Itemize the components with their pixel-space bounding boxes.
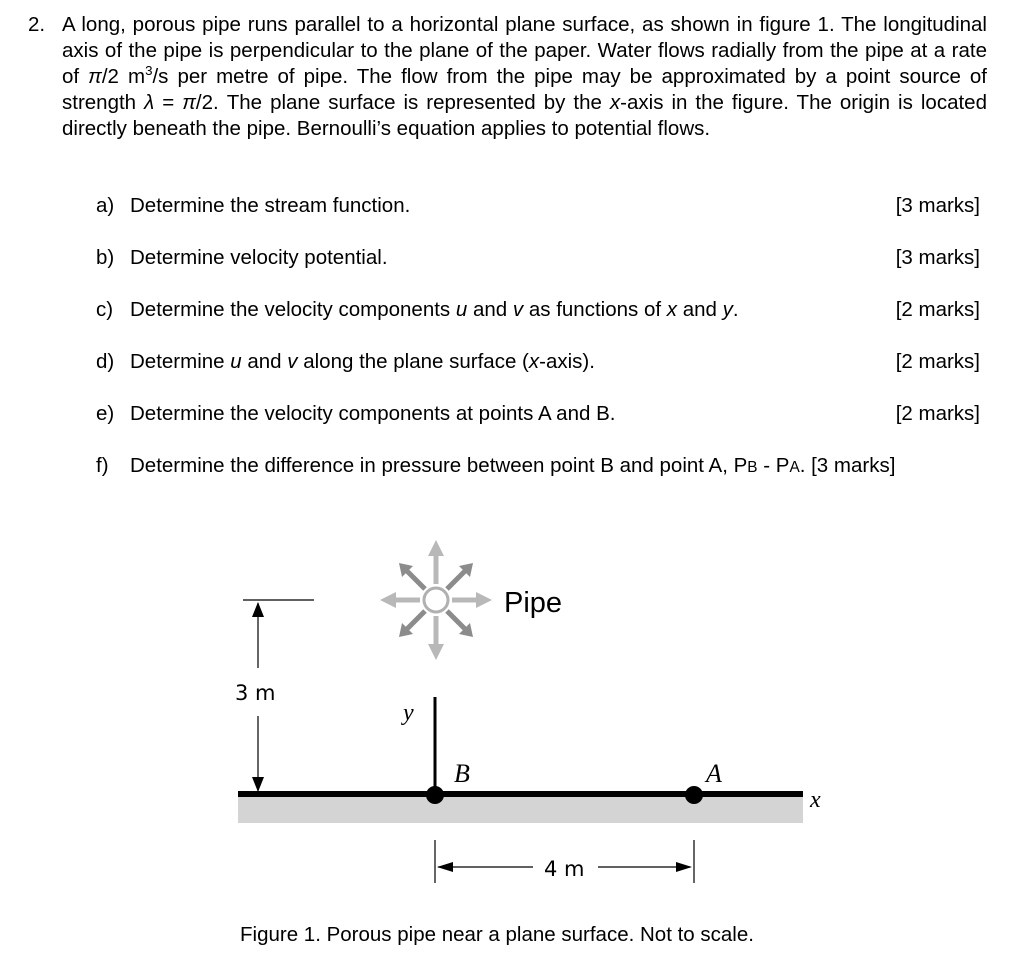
text-segment: x — [609, 91, 621, 114]
part-text — [130, 296, 739, 324]
text-segment: Determine — [130, 350, 231, 373]
question-number: 2. — [28, 13, 46, 36]
part-b — [96, 244, 980, 296]
point-a-marker — [685, 786, 703, 804]
text-segment: Determine the difference in pressure between point B and point A, P — [130, 454, 748, 477]
height-upper-arrowhead — [252, 602, 264, 617]
part-marks: [2 marks] — [895, 402, 980, 425]
part-marks: [3 marks] — [895, 246, 980, 269]
part-text — [130, 452, 895, 482]
text-segment: v — [287, 350, 298, 373]
part-label: b) — [96, 246, 115, 269]
distance-right-arrowhead — [676, 862, 692, 872]
y-axis-label: y — [403, 700, 414, 726]
part-text — [130, 192, 410, 220]
part-label: c) — [96, 298, 114, 321]
text-segment: A — [789, 459, 800, 476]
part-marks: [2 marks] — [895, 298, 980, 321]
text-segment: and — [241, 350, 288, 373]
plane-surface — [238, 794, 803, 823]
text-segment: Determine the velocity components — [130, 298, 456, 321]
text-segment: A long, porous pipe runs parallel to a horizontal plane surface, as shown in figure 1. The longitudinal axis of the pipe is perpendicular to the plane of the paper. Water flows radially from the pipe at a rate of — [62, 13, 987, 88]
text-segment: . — [732, 298, 739, 321]
text-segment: /2. The plane surface is represented by the — [195, 91, 610, 114]
text-segment: Determine the velocity components at points A and B. — [130, 402, 616, 425]
point-b-label: B — [454, 759, 470, 788]
part-e — [96, 400, 980, 452]
text-segment: /s per metre of pipe. The flow from the pipe may be approximated by a point source of strength — [62, 65, 987, 114]
text-segment: as functions of — [523, 298, 667, 321]
part-d — [96, 348, 980, 400]
text-segment: x — [666, 298, 677, 321]
text-segment: -axis). — [539, 350, 595, 373]
text-segment: /2 m — [101, 65, 146, 88]
text-segment: along the plane surface ( — [297, 350, 529, 373]
text-segment: λ — [144, 91, 155, 114]
text-segment: . [3 marks] — [799, 454, 896, 477]
part-text — [130, 348, 595, 376]
text-segment: π — [88, 65, 102, 88]
text-segment: -axis in the figure. The origin is located directly beneath the pipe. Bernoulli’s equation applies to potential flows. — [62, 91, 987, 140]
figure-1-diagram — [0, 520, 1024, 966]
distance-left-arrowhead — [437, 862, 453, 872]
part-a — [96, 192, 980, 244]
text-segment: and — [467, 298, 513, 321]
part-label: a) — [96, 194, 115, 217]
question-intro — [62, 12, 987, 142]
text-segment: u — [455, 298, 468, 321]
text-segment: x — [528, 350, 540, 373]
text-segment: v — [512, 298, 524, 321]
text-segment: B — [747, 459, 758, 476]
part-c — [96, 296, 980, 348]
text-segment: y — [722, 298, 733, 321]
text-segment: Determine the stream function. — [130, 194, 411, 217]
part-label: f) — [96, 454, 109, 477]
part-marks: [2 marks] — [895, 350, 980, 373]
question-2 — [28, 12, 988, 142]
text-segment: 3 — [145, 63, 153, 79]
text-segment: = — [154, 91, 183, 114]
distance-label: 4 m — [544, 857, 585, 881]
part-text — [130, 244, 388, 272]
pipe-source-icon — [380, 540, 492, 660]
text-segment: and — [677, 298, 723, 321]
text-segment: - P — [757, 454, 790, 477]
point-b-marker — [426, 786, 444, 804]
part-text — [130, 400, 615, 428]
height-lower-arrowhead — [252, 777, 264, 792]
question-parts — [96, 192, 980, 504]
height-label: 3 m — [235, 681, 276, 705]
part-label: d) — [96, 350, 115, 373]
pipe-label: Pipe — [504, 587, 563, 619]
part-marks: [3 marks] — [895, 194, 980, 217]
text-segment: Determine velocity potential. — [130, 246, 388, 269]
part-f — [96, 452, 980, 504]
part-label: e) — [96, 402, 115, 425]
text-segment: π — [182, 91, 196, 114]
text-segment: u — [230, 350, 242, 373]
x-axis-label: x — [810, 787, 821, 813]
point-a-label: A — [706, 759, 722, 788]
figure-caption: Figure 1. Porous pipe near a plane surface. Not to scale. — [240, 923, 754, 946]
